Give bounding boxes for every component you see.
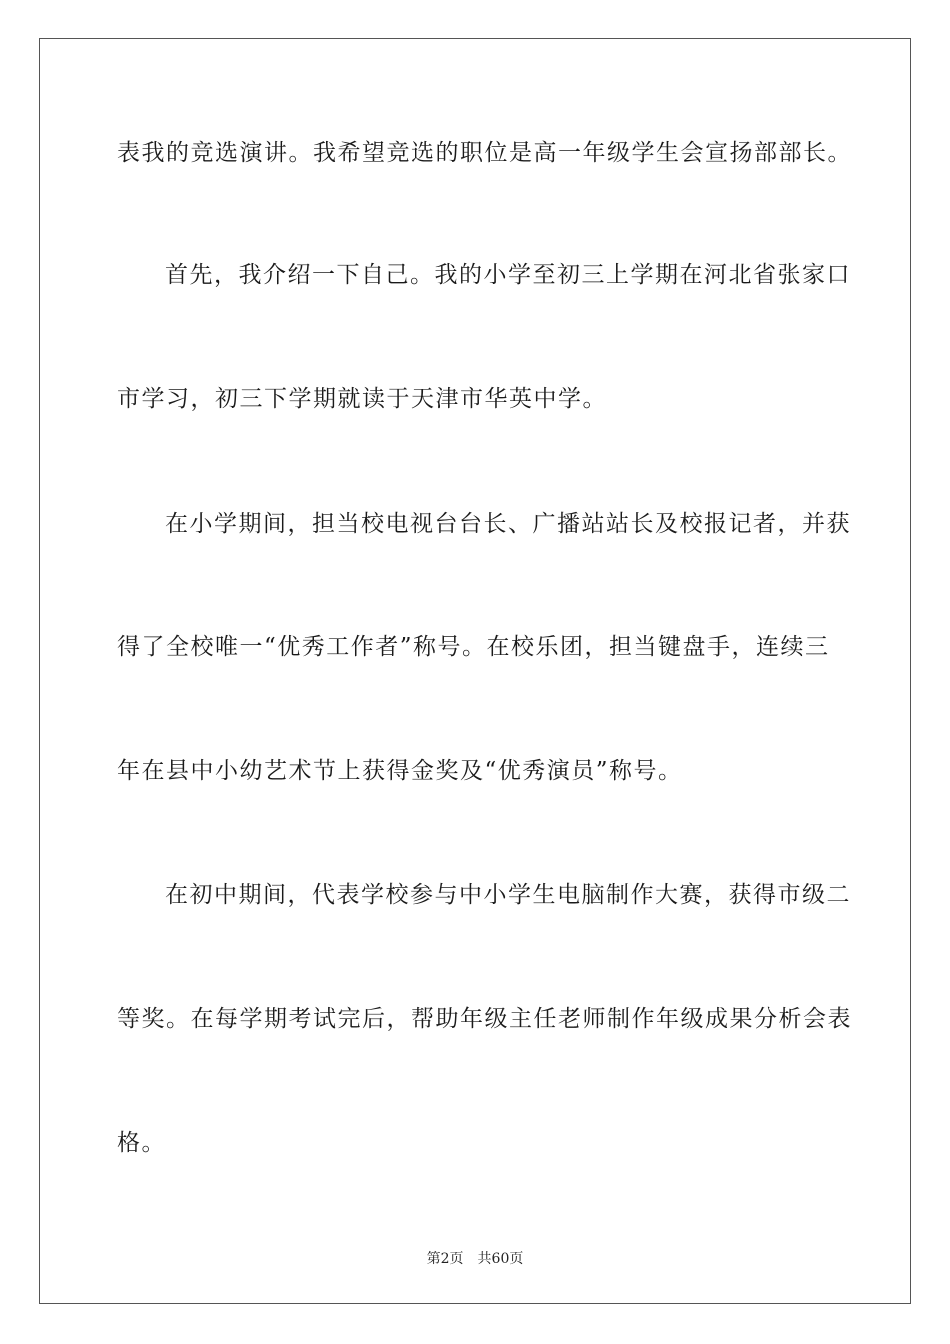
paragraph-line: 等奖。在每学期考试完后，帮助年级主任老师制作年级成果分析会表 [117,1006,852,1032]
paragraph-line: 在小学期间，担当校电视台台长、广播站站长及校报记者，并获 [165,511,851,537]
page-footer [0,1248,950,1268]
paragraph-line: 首先，我介绍一下自己。我的小学至初三上学期在河北省张家口 [165,262,851,288]
paragraph-line: 市学习，初三下学期就读于天津市华英中学。 [117,386,607,412]
page-border [39,38,911,1304]
paragraph-line: 年在县中小幼艺术节上获得金奖及“优秀演员”称号。 [117,758,683,784]
paragraph-line: 在初中期间，代表学校参与中小学生电脑制作大赛，获得市级二 [165,882,851,908]
paragraph-line: 格。 [117,1130,166,1156]
paragraph-line: 得了全校唯一“优秀工作者”称号。在校乐团，担当键盘手，连续三 [117,634,830,660]
page-total: 共60页 [477,1251,524,1267]
paragraph-line: 表我的竞选演讲。我希望竞选的职位是高一年级学生会宣扬部部长。 [117,140,852,166]
page-number: 第2页 [426,1251,464,1267]
